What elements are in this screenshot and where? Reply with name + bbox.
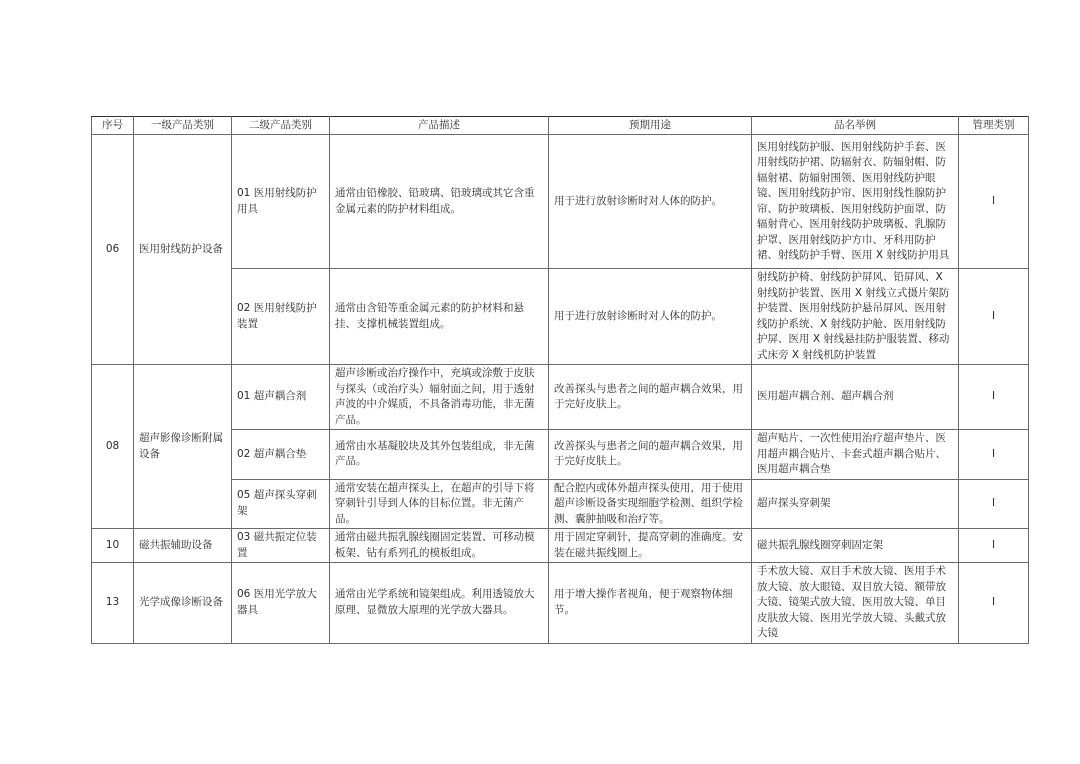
desc-cell: 通常由磁共振乳腺线圈固定装置、可移动模板架、钻有系列孔的模板组成。: [330, 529, 549, 563]
use-cell: 用于进行放射诊断时对人体的防护。: [549, 135, 752, 269]
desc-cell: 通常由铅橡胶、铅玻璃、铅玻璃或其它含重金属元素的防护材料组成。: [330, 135, 549, 269]
header-desc: 产品描述: [330, 117, 549, 135]
level2-cell: 02 医用射线防护装置: [232, 269, 330, 365]
level1-cell: 磁共振辅助设备: [134, 529, 232, 563]
table-row: [92, 269, 1029, 365]
examples-cell: 超声贴片、一次性使用治疗超声垫片、医用超声耦合贴片、卡套式超声耦合贴片、医用超声耦合垫: [752, 430, 959, 480]
seq-cell: 08: [92, 365, 134, 529]
seq-cell: 10: [92, 529, 134, 563]
level1-cell: 医用射线防护设备: [134, 135, 232, 365]
class-cell: I: [959, 269, 1029, 365]
header-row: [92, 117, 1029, 135]
level1-cell: 光学成像诊断设备: [134, 563, 232, 644]
level1-cell: 超声影像诊断附属设备: [134, 365, 232, 529]
examples-cell: 手术放大镜、双目手术放大镜、医用手术放大镜、放大眼镜、双目放大镜、额带放大镜、镜架式放大镜、医用放大镜、单目皮肤放大镜、医用光学放大镜、头戴式放大镜: [752, 563, 959, 644]
use-cell: 改善探头与患者之间的超声耦合效果，用于完好皮肤上。: [549, 430, 752, 480]
level2-cell: 01 医用射线防护用具: [232, 135, 330, 269]
use-cell: 用于增大操作者视角，便于观察物体细节。: [549, 563, 752, 644]
desc-cell: 通常由光学系统和镜架组成。利用透镜放大原理、显微放大原理的光学放大器具。: [330, 563, 549, 644]
use-cell: 配合腔内或体外超声探头使用，用于使用超声诊断设备实现细胞学检测、组织学检测、囊肿抽吸和治疗等。: [549, 479, 752, 529]
seq-cell: 13: [92, 563, 134, 644]
header-level1: 一级产品类别: [134, 117, 232, 135]
examples-cell: 医用射线防护服、医用射线防护手套、医用射线防护裙、防辐射衣、防辐射帽、防辐射裙、防辐射围领、医用射线防护眼镜、医用射线防护帘、医用射线性腺防护帘、防护玻璃板、医用射线防护面罩、防辐射背心、医用射线防护玻璃板、乳腺防护罩、医用射线防护方巾、牙科用防护裙、射线防护手臂、医用 X 射线防护用具: [752, 135, 959, 269]
desc-cell: 通常由水基凝胶块及其外包装组成，非无菌产品。: [330, 430, 549, 480]
level2-cell: 02 超声耦合垫: [232, 430, 330, 480]
examples-cell: 医用超声耦合剂、超声耦合剂: [752, 365, 959, 430]
seq-cell: 06: [92, 135, 134, 365]
header-use: 预期用途: [549, 117, 752, 135]
use-cell: 用于固定穿刺针，提高穿刺的准确度。安装在磁共振线圈上。: [549, 529, 752, 563]
class-cell: I: [959, 365, 1029, 430]
catalog-table: [91, 116, 1029, 644]
class-cell: I: [959, 430, 1029, 480]
table-row: [92, 365, 1029, 430]
level2-cell: 05 超声探头穿刺架: [232, 479, 330, 529]
desc-cell: 超声诊断或治疗操作中，充填或涂敷于皮肤与探头（或治疗头）辐射面之间，用于透射声波的中介媒质，不具备消毒功能，非无菌产品。: [330, 365, 549, 430]
class-cell: I: [959, 563, 1029, 644]
table-row: [92, 529, 1029, 563]
header-examples: 品名举例: [752, 117, 959, 135]
examples-cell: 磁共振乳腺线圈穿刺固定架: [752, 529, 959, 563]
examples-cell: 超声探头穿刺架: [752, 479, 959, 529]
table-row: [92, 430, 1029, 480]
table-row: [92, 479, 1029, 529]
class-cell: I: [959, 135, 1029, 269]
class-cell: I: [959, 479, 1029, 529]
examples-cell: 射线防护椅、射线防护屏风、铅屏风、X 射线防护装置、医用 X 射线立式摄片架防护装置、医用射线防护悬吊屏风、医用射线防护系统、X 射线防护舱、医用射线防护屏、医用 X 射线悬挂防护服装置、移动式床旁 X 射线机防护装置: [752, 269, 959, 365]
table-row: [92, 563, 1029, 644]
header-class: 管理类别: [959, 117, 1029, 135]
table-row: [92, 135, 1029, 269]
class-cell: I: [959, 529, 1029, 563]
use-cell: 改善探头与患者之间的超声耦合效果，用于完好皮肤上。: [549, 365, 752, 430]
header-seq: 序号: [92, 117, 134, 135]
level2-cell: 06 医用光学放大器具: [232, 563, 330, 644]
use-cell: 用于进行放射诊断时对人体的防护。: [549, 269, 752, 365]
header-level2: 二级产品类别: [232, 117, 330, 135]
level2-cell: 01 超声耦合剂: [232, 365, 330, 430]
level2-cell: 03 磁共振定位装置: [232, 529, 330, 563]
desc-cell: 通常由含铅等重金属元素的防护材料和悬挂、支撑机械装置组成。: [330, 269, 549, 365]
desc-cell: 通常安装在超声探头上，在超声的引导下将穿刺针引导到人体的目标位置。非无菌产品。: [330, 479, 549, 529]
